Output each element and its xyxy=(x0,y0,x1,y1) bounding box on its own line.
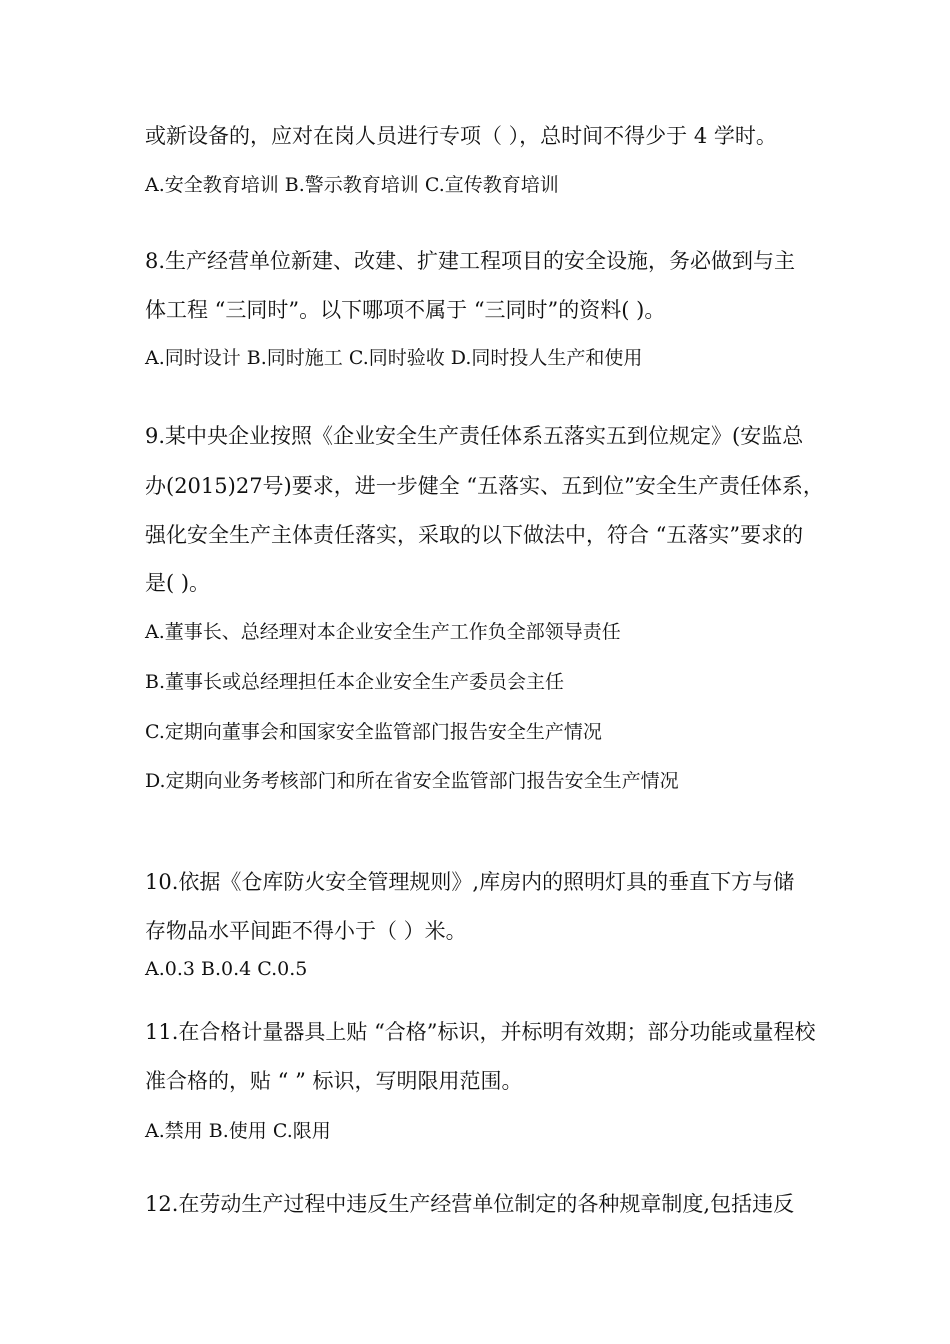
question-11-text-line-2: 准合格的，贴 “ ” 标识，写明限用范围。 xyxy=(145,1069,523,1093)
question-9-text-line-1: 9.某中央企业按照《企业安全生产责任体系五落实五到位规定》(安监总 xyxy=(145,424,804,448)
question-9-option-b: B.董事长或总经理担任本企业安全生产委员会主任 xyxy=(145,671,565,693)
question-11-options: A.禁用 B.使用 C.限用 xyxy=(145,1120,331,1142)
question-8-text-line-2: 体工程 “三同时”。以下哪项不属于 “三同时”的资料( )。 xyxy=(145,298,666,322)
question-9-text-line-4: 是( )。 xyxy=(145,571,211,595)
question-9-text-line-3: 强化安全生产主体责任落实，采取的以下做法中，符合 “五落实”要求的 xyxy=(145,523,804,547)
question-8-options: A.同时设计 B.同时施工 C.同时验收 D.同时投人生产和使用 xyxy=(145,347,643,369)
question-9-option-c: C.定期向董事会和国家安全监管部门报告安全生产情况 xyxy=(145,721,602,743)
question-8-text-line-1: 8.生产经营单位新建、改建、扩建工程项目的安全设施，务必做到与主 xyxy=(145,249,796,273)
question-10-text-line-1: 10.依据《仓库防火安全管理规则》,库房内的照明灯具的垂直下方与储 xyxy=(145,870,795,894)
question-9-option-d: D.定期向业务考核部门和所在省安全监管部门报告安全生产情况 xyxy=(145,770,679,792)
question-10-text-line-2: 存物品水平间距不得小于（ ）米。 xyxy=(145,919,467,943)
question-9-text-line-2: 办(2015)27号)要求，进一步健全 “五落实、五到位”安全生产责任体系， xyxy=(145,474,824,498)
question-7-text: 或新设备的，应对在岗人员进行专项（ ），总时间不得少于 4 学时。 xyxy=(145,124,777,148)
question-11-text-line-1: 11.在合格计量器具上贴 “合格”标识，并标明有效期；部分功能或量程校 xyxy=(145,1020,816,1044)
question-7-options: A.安全教育培训 B.警示教育培训 C.宣传教育培训 xyxy=(145,174,559,196)
question-10-options: A.0.3 B.0.4 C.0.5 xyxy=(145,958,308,980)
question-9-option-a: A.董事长、总经理对本企业安全生产工作负全部领导责任 xyxy=(145,621,621,643)
question-12-text-line-1: 12.在劳动生产过程中违反生产经营单位制定的各种规章制度,包括违反 xyxy=(145,1192,795,1216)
